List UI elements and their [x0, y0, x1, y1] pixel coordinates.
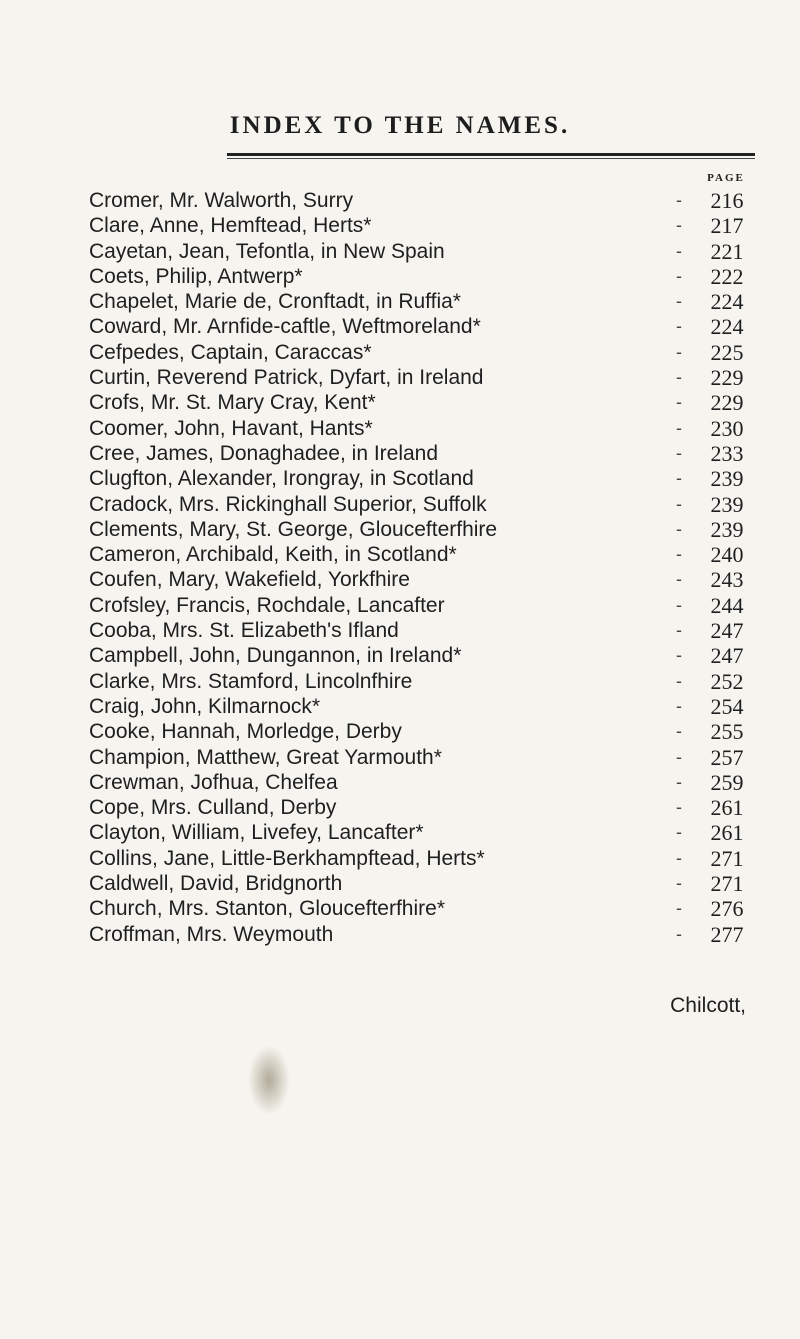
entry-leader-dash: -	[676, 341, 682, 362]
entry-leader-dash: -	[676, 645, 682, 666]
entry-leader-dash: -	[676, 215, 682, 236]
entry-name: Clements, Mary, St. George, Gloucefterfhire	[89, 517, 498, 541]
entry-page-number: 222	[710, 263, 744, 289]
entry-leader-dash: -	[676, 771, 682, 792]
entry-name: Cooba, Mrs. St. Elizabeth's Ifland	[89, 619, 399, 643]
entry-leader-dash: -	[676, 265, 682, 286]
entry-page-number: 216	[710, 188, 744, 213]
entry-page-number: 277	[710, 921, 744, 947]
entry-leader-dash: -	[676, 746, 682, 767]
index-entry	[0, 390, 800, 415]
entry-name: Church, Mrs. Stanton, Gloucefterfhire*	[89, 897, 445, 921]
entry-name: Crewman, Jofhua, Chelfea	[89, 770, 338, 794]
entry-leader-dash: -	[676, 392, 682, 413]
index-entry	[0, 618, 800, 643]
entry-leader-dash: -	[676, 518, 682, 539]
entry-name: Coufen, Mary, Wakefield, Yorkfhire	[89, 568, 410, 592]
header-rule-thick	[227, 153, 755, 156]
index-entry	[0, 365, 800, 390]
entry-leader-dash: -	[676, 190, 682, 210]
entry-leader-dash: -	[676, 569, 682, 590]
entry-name: Cromer, Mr. Walworth, Surry	[89, 189, 354, 212]
index-entry	[0, 213, 800, 238]
entry-name: Cooke, Hannah, Morledge, Derby	[89, 720, 402, 744]
entry-page-number: 252	[710, 668, 744, 694]
entry-leader-dash: -	[676, 721, 682, 742]
entry-page-number: 261	[710, 820, 744, 846]
entry-leader-dash: -	[676, 442, 682, 463]
entry-leader-dash: -	[676, 898, 682, 919]
header-rule-thin	[227, 158, 755, 159]
entry-leader-dash: -	[676, 240, 682, 261]
entry-leader-dash: -	[676, 873, 682, 894]
page-column-label: PAGE	[707, 172, 745, 184]
entry-leader-dash: -	[676, 544, 682, 565]
entry-name: Campbell, John, Dungannon, in Ireland*	[89, 644, 462, 668]
entry-page-number: 255	[710, 719, 744, 745]
entry-leader-dash: -	[676, 594, 682, 615]
catchword: Chilcott,	[670, 994, 746, 1017]
index-entry	[0, 922, 800, 947]
entry-name: Coets, Philip, Antwerp*	[89, 264, 303, 288]
entry-name: Cope, Mrs. Culland, Derby	[89, 796, 337, 820]
entry-page-number: 244	[710, 592, 744, 618]
index-entry	[0, 820, 800, 845]
entry-name: Coomer, John, Havant, Hants*	[89, 416, 373, 440]
entry-name: Cameron, Archibald, Keith, in Scotland*	[89, 543, 457, 567]
entry-leader-dash: -	[676, 468, 682, 489]
entry-page-number: 239	[710, 491, 744, 517]
index-entry	[0, 669, 800, 694]
index-entry	[0, 694, 800, 719]
paper-stain	[248, 1045, 290, 1115]
entry-page-number: 225	[710, 339, 744, 365]
entry-name: Cree, James, Donaghadee, in Ireland	[89, 441, 439, 465]
entry-page-number: 233	[710, 440, 744, 466]
entry-page-number: 229	[710, 365, 744, 391]
entry-page-number: 271	[710, 845, 744, 871]
index-entry	[0, 188, 800, 213]
entry-leader-dash: -	[676, 670, 682, 691]
entry-name: Coward, Mr. Arnfide-caftle, Weftmoreland*	[89, 315, 481, 339]
index-entry	[0, 643, 800, 668]
entry-name: Chapelet, Marie de, Cronftadt, in Ruffia*	[89, 290, 461, 314]
index-entry	[0, 846, 800, 871]
index-entry	[0, 567, 800, 592]
index-entry	[0, 795, 800, 820]
entry-page-number: 221	[710, 238, 744, 264]
entry-name: Clarke, Mrs. Stamford, Lincolnfhire	[89, 669, 413, 693]
entry-page-number: 247	[710, 643, 744, 669]
entry-page-number: 240	[710, 542, 744, 568]
entry-name: Clare, Anne, Hemftead, Herts*	[89, 214, 372, 238]
entry-page-number: 247	[710, 618, 744, 644]
entry-page-number: 224	[710, 289, 744, 315]
entry-name: Cayetan, Jean, Tefontla, in New Spain	[89, 239, 445, 263]
index-entry-list	[0, 188, 800, 947]
index-entry	[0, 896, 800, 921]
entry-leader-dash: -	[676, 923, 682, 944]
entry-name: Curtin, Reverend Patrick, Dyfart, in Ireland	[89, 366, 484, 390]
entry-leader-dash: -	[676, 291, 682, 312]
entry-leader-dash: -	[676, 367, 682, 388]
entry-name: Craig, John, Kilmarnock*	[89, 694, 321, 718]
entry-leader-dash: -	[676, 417, 682, 438]
entry-page-number: 224	[710, 314, 744, 340]
entry-page-number: 261	[710, 795, 744, 821]
index-entry	[0, 719, 800, 744]
entry-page-number: 239	[710, 466, 744, 492]
index-entry	[0, 340, 800, 365]
entry-leader-dash: -	[676, 316, 682, 337]
index-entry	[0, 441, 800, 466]
page-header: INDEX TO THE NAMES.	[229, 112, 571, 139]
index-entry	[0, 466, 800, 491]
entry-leader-dash: -	[676, 620, 682, 641]
index-entry	[0, 492, 800, 517]
entry-page-number: 276	[710, 896, 744, 922]
entry-name: Clayton, William, Livefey, Lancafter*	[89, 821, 424, 845]
entry-name: Clugfton, Alexander, Irongray, in Scotland	[89, 467, 474, 491]
entry-name: Caldwell, David, Bridgnorth	[89, 872, 343, 896]
index-entry	[0, 264, 800, 289]
entry-name: Crofsley, Francis, Rochdale, Lancafter	[89, 593, 445, 617]
entry-page-number: 243	[710, 567, 744, 593]
entry-name: Croffman, Mrs. Weymouth	[89, 922, 334, 946]
entry-leader-dash: -	[676, 695, 682, 716]
entry-leader-dash: -	[676, 493, 682, 514]
entry-leader-dash: -	[676, 797, 682, 818]
index-entry	[0, 239, 800, 264]
entry-page-number: 254	[710, 693, 744, 719]
index-entry	[0, 770, 800, 795]
entry-name: Cradock, Mrs. Rickinghall Superior, Suffolk	[89, 492, 487, 516]
entry-name: Champion, Matthew, Great Yarmouth*	[89, 745, 442, 769]
entry-name: Collins, Jane, Little-Berkhampftead, Herts*	[89, 846, 485, 870]
index-entry	[0, 416, 800, 441]
index-entry	[0, 289, 800, 314]
index-entry	[0, 593, 800, 618]
entry-name: Crofs, Mr. St. Mary Cray, Kent*	[89, 391, 376, 415]
entry-page-number: 230	[710, 415, 744, 441]
index-entry	[0, 517, 800, 542]
entry-page-number: 239	[710, 516, 744, 542]
entry-leader-dash: -	[676, 847, 682, 868]
index-entry	[0, 745, 800, 770]
entry-name: Cefpedes, Captain, Caraccas*	[89, 340, 372, 364]
entry-leader-dash: -	[676, 822, 682, 843]
entry-page-number: 259	[710, 769, 744, 795]
entry-page-number: 271	[710, 871, 744, 897]
entry-page-number: 217	[710, 213, 744, 239]
entry-page-number: 229	[710, 390, 744, 416]
index-entry	[0, 871, 800, 896]
index-entry	[0, 542, 800, 567]
entry-page-number: 257	[710, 744, 744, 770]
index-entry	[0, 314, 800, 339]
